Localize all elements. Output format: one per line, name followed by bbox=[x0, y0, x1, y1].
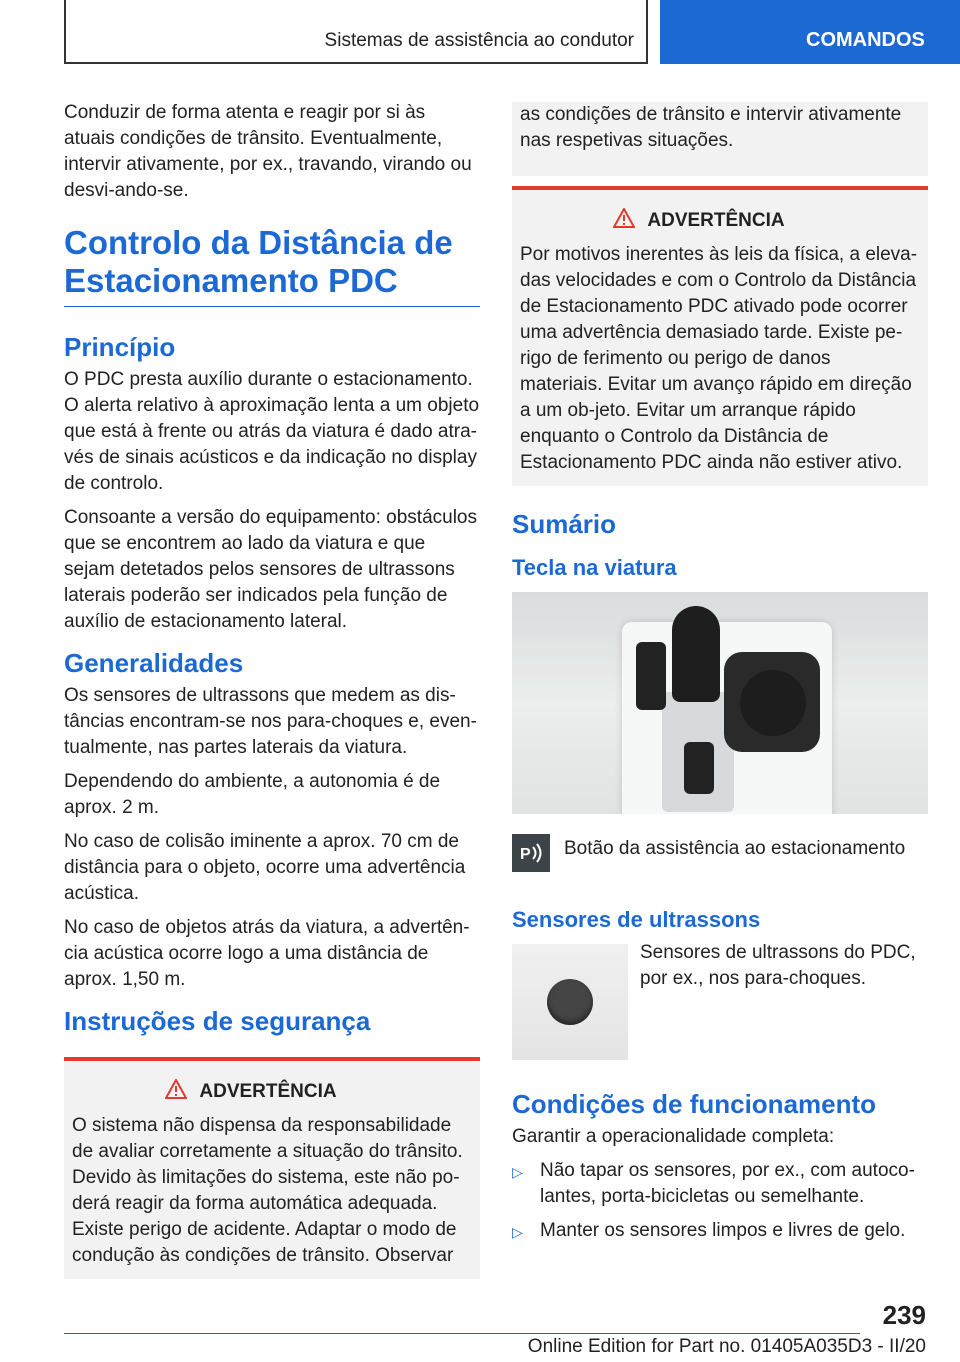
footer-edition: Online Edition for Part no. 01405A035D3 - II/20 bbox=[527, 1336, 926, 1357]
button-caption-row bbox=[512, 834, 928, 872]
ultrasonic-sensor-image bbox=[512, 944, 628, 1060]
warning-box-left bbox=[64, 1057, 480, 1279]
generalidades-paragraph-4: No caso de objetos atrás da viatura, a advertên-cia acústica ocorre logo a uma distância de aprox. 1,50 m. bbox=[64, 917, 470, 990]
button-caption: Botão da assistência ao estacionamento bbox=[564, 838, 906, 859]
heading-condicoes: Condições de funcionamento bbox=[512, 1089, 877, 1119]
list-item bbox=[512, 1158, 928, 1210]
list-item-text: Manter os sensores limpos e livres de gelo. bbox=[540, 1220, 906, 1241]
heading-tecla: Tecla na viatura bbox=[512, 555, 677, 580]
heading-sensores: Sensores de ultrassons bbox=[512, 907, 761, 932]
chapter-title: Controlo da Distância de Estacionamento PDC bbox=[64, 224, 480, 307]
parking-brake-button bbox=[684, 742, 714, 794]
header-section-title bbox=[64, 0, 648, 64]
svg-text:P: P bbox=[520, 846, 531, 863]
principio-paragraph-1: O PDC presta auxílio durante o estacionamento. O alerta relativo à aproximação lenta a um objeto que está à frente ou atrás da viatura é dado atra-vés de sinais acústicos e da indicação no display de controlo. bbox=[64, 369, 480, 494]
center-console-photo bbox=[512, 592, 928, 814]
warning-triangle-icon bbox=[613, 208, 635, 234]
heading-principio: Princípio bbox=[64, 332, 176, 362]
header-tab-comandos[interactable] bbox=[660, 0, 960, 64]
condicoes-list bbox=[512, 1158, 928, 1245]
intro-paragraph: Conduzir de forma atenta e reagir por si às atuais condições de trânsito. Eventualmente, intervir ativamente, por ex., travando, virando ou desvi-ando-se. bbox=[64, 102, 472, 201]
principio-paragraph-2: Consoante a versão do equipamento: obstáculos que se encontrem ao lado da viatura e que sejam detetados pelos sensores de ultrassons laterais poderão ser indicados pela função de auxílio de estacionamento lateral. bbox=[64, 507, 477, 632]
generalidades-paragraph-1: Os sensores de ultrassons que medem as dis-tâncias encontram-se nos para-choques e, even-tualmente, nas partes laterais da viatura. bbox=[64, 685, 477, 758]
warning-box-right bbox=[512, 186, 928, 486]
sensor-description: Sensores de ultrassons do PDC, por ex., nos para-choques. bbox=[640, 942, 916, 989]
warning-title bbox=[520, 208, 918, 234]
warning-title bbox=[72, 1079, 470, 1105]
left-column bbox=[64, 100, 480, 1279]
generalidades-paragraph-3: No caso de colisão iminente a aprox. 70 cm de distância para o objeto, ocorre uma advertência acústica. bbox=[64, 831, 466, 904]
list-item-text: Não tapar os sensores, por ex., com autoco-lantes, porta-bicicletas ou semelhante. bbox=[540, 1160, 915, 1207]
heading-sumario: Sumário bbox=[512, 509, 617, 539]
warning-title-text: ADVERTÊNCIA bbox=[647, 210, 785, 231]
condicoes-intro: Garantir a operacionalidade completa: bbox=[512, 1126, 835, 1147]
sensor-dot bbox=[547, 979, 593, 1025]
right-column bbox=[512, 102, 928, 1253]
heading-generalidades: Generalidades bbox=[64, 648, 244, 678]
warning-title-text: ADVERTÊNCIA bbox=[199, 1081, 337, 1102]
generalidades-paragraph-2: Dependendo do ambiente, a autonomia é de aprox. 2 m. bbox=[64, 771, 441, 818]
gear-lever bbox=[672, 606, 720, 702]
section-title-text: Sistemas de assistência ao condutor bbox=[324, 30, 634, 51]
footer-divider bbox=[64, 1333, 860, 1334]
page-number: 239 bbox=[882, 1300, 926, 1330]
warning-continuation bbox=[512, 102, 928, 176]
tab-label: COMANDOS bbox=[806, 29, 925, 51]
triangle-right-icon: ▷ bbox=[512, 1224, 523, 1240]
heading-seguranca: Instruções de segurança bbox=[64, 1006, 371, 1036]
list-item bbox=[512, 1218, 928, 1245]
park-assist-icon bbox=[512, 834, 550, 872]
triangle-right-icon: ▷ bbox=[512, 1164, 523, 1180]
sensor-row bbox=[512, 944, 928, 1060]
warning-triangle-icon bbox=[165, 1079, 187, 1105]
idrive-controller bbox=[740, 670, 806, 736]
console-buttons bbox=[636, 642, 666, 710]
warning-text: Por motivos inerentes às leis da física, a eleva-das velocidades e com o Controlo da Distância de Estacionamento PDC ativado pode ocorrer uma advertência demasiado tarde. Existe pe-rigo de ferimento ou perigo de danos materiais. Evitar um avanço rápido em direção a um ob-jeto. Evitar um arranque rápido enquanto o Controlo da Distância de Estacionamento PDC ainda não estiver ativo. bbox=[520, 244, 918, 473]
warning-text: O sistema não dispensa da responsabilidade de avaliar corretamente a situação do trânsito. Devido às limitações do sistema, este não po-derá reagir da forma automática adequada. Existe perigo de acidente. Adaptar o modo de condução às condições de trânsito. Observar bbox=[72, 1115, 463, 1266]
warning-continuation-text: as condições de trânsito e intervir ativamente nas respetivas situações. bbox=[520, 104, 902, 151]
